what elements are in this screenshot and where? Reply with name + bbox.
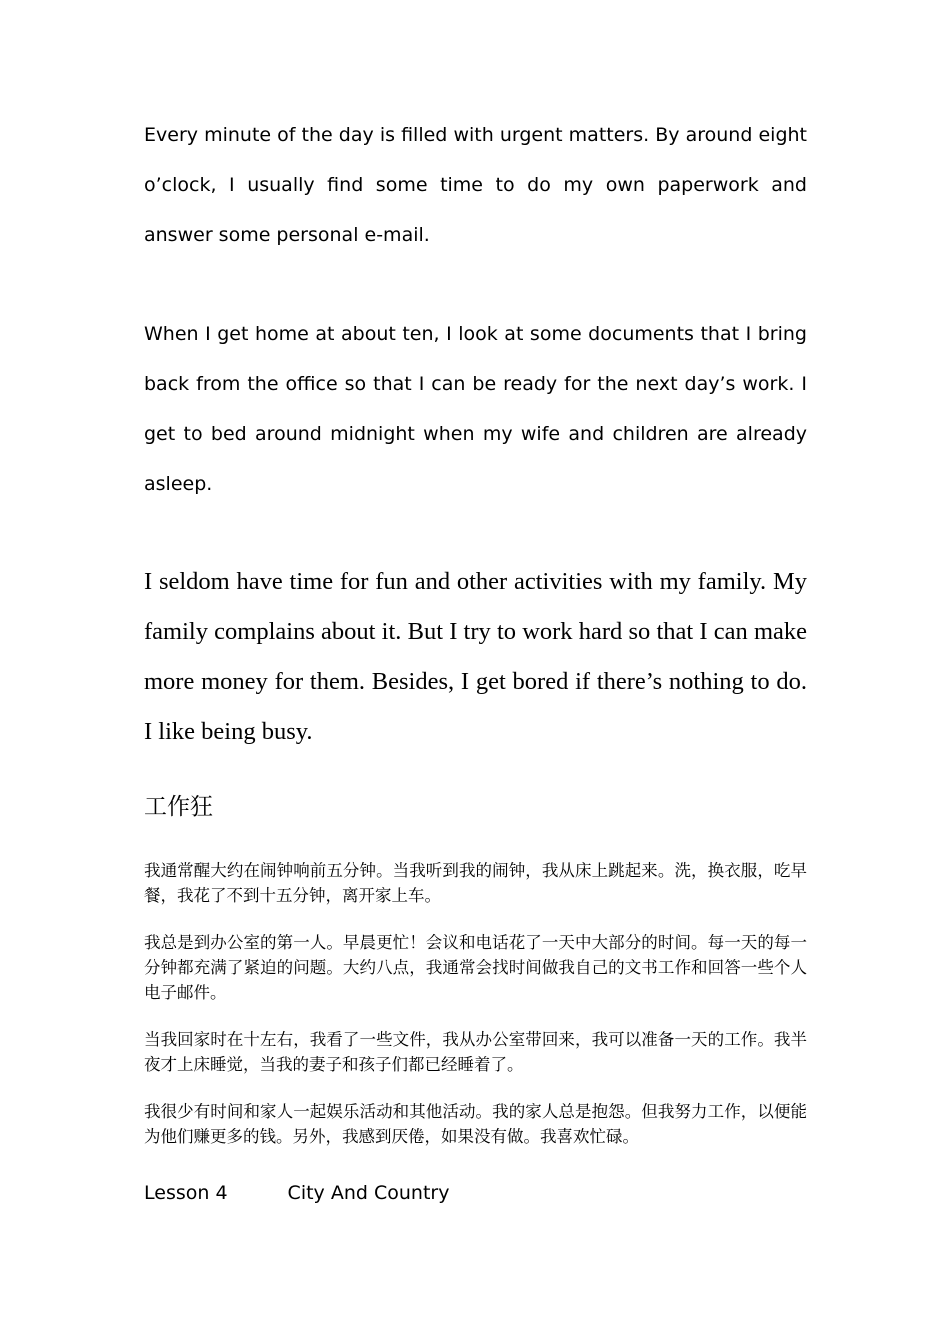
lesson-number: Lesson 4 (144, 1182, 228, 1204)
translation-paragraph-3: 当我回家时在十左右，我看了一些文件，我从办公室带回来，我可以准备一天的工作。我半夜才上床睡觉，当我的妻子和孩子们都已经睡着了。 (144, 1030, 807, 1074)
next-lesson-heading (144, 1180, 807, 1206)
translation-paragraph-1: 我通常醒大约在闹钟响前五分钟。当我听到我的闹钟，我从床上跳起来。洗，换衣服，吃早餐，我花了不到十五分钟，离开家上车。 (144, 861, 807, 905)
translation-title: 工作狂 (144, 794, 213, 820)
translation-paragraph-2: 我总是到办公室的第一人。早晨更忙！会议和电话花了一天中大部分的时间。每一天的每一分钟都充满了紧迫的问题。大约八点，我通常会找时间做我自己的文书工作和回答一些个人电子邮件。 (144, 933, 807, 1002)
english-paragraph-2: When I get home at about ten, I look at some documents that I bring back from the office so that I can be ready for the next day’s work. I get to bed around midnight when my wife and children are already asleep. (144, 323, 807, 495)
english-paragraph-3: I seldom have time for fun and other activities with my family. My family complains about it. But I try to work hard so that I can make more money for them. Besides, I get bored if there’s nothing to do. I like being busy. (144, 568, 832, 745)
translation-paragraph-4: 我很少有时间和家人一起娱乐活动和其他活动。我的家人总是抱怨。但我努力工作，以便能为他们赚更多的钱。另外，我感到厌倦，如果没有做。我喜欢忙碌。 (144, 1102, 807, 1146)
english-paragraph-1: Every minute of the day is filled with urgent matters. By around eight o’clock, I usually find some time to do my own paperwork and answer some personal e-mail. (144, 124, 807, 246)
lesson-title: City And Country (287, 1182, 450, 1204)
